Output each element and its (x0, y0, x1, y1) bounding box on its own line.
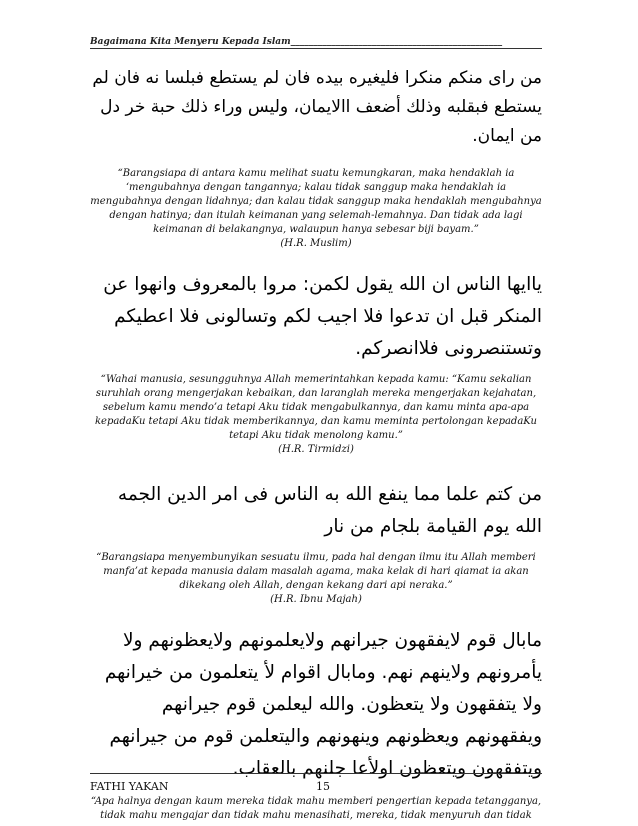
source-citation-3: (H.R. Ibnu Majah) (270, 594, 362, 605)
source-citation-1: (H.R. Muslim) (280, 238, 352, 249)
translation-2: “Wahai manusia, sesungguhnya Allah memerintahkan kepada kamu: “Kamu sekalian suruhlah orang mengerjakan kebaikan, dan laranglah mereka mengerjakan kejahatan, sebelum kamu mendo’a tetapi Aku tidak mengabulkannya, dan kamu minta apa-apa kepadaKu tetapi Aku tidak memberikannya, dan kamu meminta pertolongan kepadaKu tetapi Aku tidak menolong kamu.” (94, 374, 537, 441)
footer-author: FATHI YAKAN (90, 780, 169, 793)
page-number: 15 (316, 780, 330, 793)
arabic-hadith-3: من كتم علما مما ينفع الله به الناس فى امر الدين الجمه الله يوم القيامة بلجام من نار (117, 484, 542, 537)
arabic-hadith-1: من راى منكم منكرا فليغيره بيده فان لم يستطع فبلسا نه فان لم يستطع فبقلبه وذلك أضعف االايمان، وليس وراء ذلك حبة خر دل من ايمان. (92, 68, 542, 146)
source-citation-2: (H.R. Tirmidzi) (278, 444, 354, 455)
page-content (90, 64, 542, 823)
arabic-hadith-2: ياايها الناس ان الله يقول لكمن: مروا بالمعروف وانهوا عن المنكر قبل ان تدعوا فلا اجيب لكم وتسالونى فلا اعطيكم وتستنصرونى فلاانصركم. (103, 274, 542, 359)
translation-1: “Barangsiapa di antara kamu melihat suatu kemungkaran, maka hendaklah ia ‘mengubahnya dengan tangannya; kalau tidak sanggup maka hendaklah ia mengubahnya dengan lidahnya; dan kalau tidak sanggup maka hendaklah mengubahnya dengan hatinya; dan itulah keimanan yang selemah-lemahnya. Dan tidak ada lagi keimanan di belakangnya, walaupun hanya sebesar biji bayam.” (90, 168, 542, 235)
translation-4: “Apa halnya dengan kaum mereka tidak mahu memberi pengertian kepada tetangganya, tidak mahu mengajar dan tidak mahu menasihati, mereka, tidak menyuruh dan tidak (90, 796, 542, 821)
arabic-hadith-4: مابال قوم لايفقهون جيرانهم ولايعلمونهم ولايعظونهم ولا يأمرونهم ولاينهم نهم. ومابال اقوام لأ يتعلمون من خيرانهم ولا يتفقهون ولا يتعظون. والله ليعلمن قوم جيرانهم ويفقهونهم ويعظونهم وينهونهم واليتعلمن قوم من جيرانهم ويتفقهون ويتعظون اولأعا جلنهم بالعقاب. (104, 630, 542, 779)
running-header: Bagaimana Kita Menyeru Kepada Islam_______________________________________________ (90, 37, 542, 49)
translation-3: “Barangsiapa menyembunyikan sesuatu ilmu, pada hal dengan ilmu itu Allah memberi manfa’at kepada manusia dalam masalah agama, maka kelak di hari qiamat ia akan dikekang oleh Allah, dengan kekang dari api neraka.” (96, 552, 536, 591)
page-footer (90, 773, 542, 793)
